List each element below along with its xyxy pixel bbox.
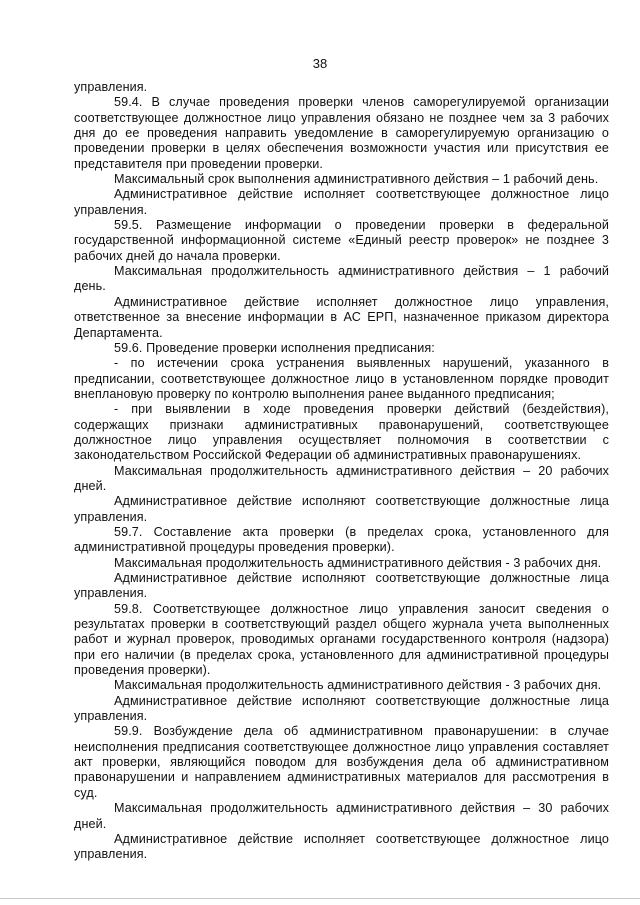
paragraph: Административное действие исполняет соответствующее должностное лицо управления. [74,831,609,862]
paragraph: Максимальная продолжительность административного действия - 3 рабочих дня. [114,678,602,693]
bottom-divider [0,898,640,899]
paragraph: - по истечении срока устранения выявленных нарушений, указанного в предписании, соответствующее должностное лицо в установленном порядке проводит внеплановую проверку по контролю выполнения ранее выданного предписания; [74,356,609,401]
paragraph: 59.9. Возбуждение дела об административном правонарушении: в случае неисполнения предписания соответствующее должностное лицо управления составляет акт проверки, являющийся поводом для возбуждения дела об административном правонарушении и направлением административных материалов для рассмотрения в суд. [74,724,609,800]
paragraph: Максимальный срок выполнения административного действия – 1 рабочий день. [114,172,599,187]
paragraph: Административное действие исполняют соответствующие должностные лица управления. [74,693,609,724]
paragraph: Максимальная продолжительность административного действия – 30 рабочих дней. [74,801,609,831]
page-number: 38 [312,56,328,71]
paragraph: управления. [74,80,148,94]
document-body [74,80,609,863]
paragraph: Административное действие исполняет должностное лицо управления, ответственное за внесение информации в АС ЕРП, назначенное приказом директора Департамента. [74,294,609,340]
paragraph: Административное действие исполняет соответствующее должностное лицо управления. [74,187,609,217]
paragraph: Максимальная продолжительность административного действия - 3 рабочих дня. [114,555,602,570]
paragraph: 59.6. Проведение проверки исполнения предписания: [114,340,435,355]
paragraph: 59.8. Соответствующее должностное лицо управления заносит сведения о результатах проверки в соответствующий раздел общего журнала учета выполненных работ и журнал проверок, проводимых органами государственного контроля (надзора) при его наличии (в пределах срока, установленного для административной процедуры проведения проверки). [74,601,609,678]
paragraph: Административное действие исполняют соответствующие должностные лица управления. [74,571,609,601]
paragraph: 59.5. Размещение информации о проведении проверки в федеральной государственной информационной системе «Единый реестр проверок» не позднее 3 рабочих дней до начала проверки. [74,218,609,263]
paragraph: 59.4. В случае проведения проверки членов саморегулируемой организации соответствующее должностное лицо управления обязано не позднее чем за 3 рабочих дня до ее проведения направить уведомление в саморегулируемую организацию о проведении проверки в целях обеспечения возможности участия или присутствия ее представителя при проведении проверки. [74,95,609,171]
paragraph: Административное действие исполняют соответствующие должностные лица управления. [74,494,609,524]
paragraph: 59.7. Составление акта проверки (в пределах срока, установленного для административной процедуры проведения проверки). [74,524,609,555]
paragraph: - при выявлении в ходе проведения проверки действий (бездействия), содержащих признаки административных правонарушений, соответствующее должностное лицо управления осуществляет полномочия в соответствии с законодательством Российской Федерации об административных правонарушениях. [74,402,609,463]
paragraph: Максимальная продолжительность административного действия – 20 рабочих дней. [74,463,609,493]
paragraph: Максимальная продолжительность административного действия – 1 рабочий день. [74,264,609,294]
